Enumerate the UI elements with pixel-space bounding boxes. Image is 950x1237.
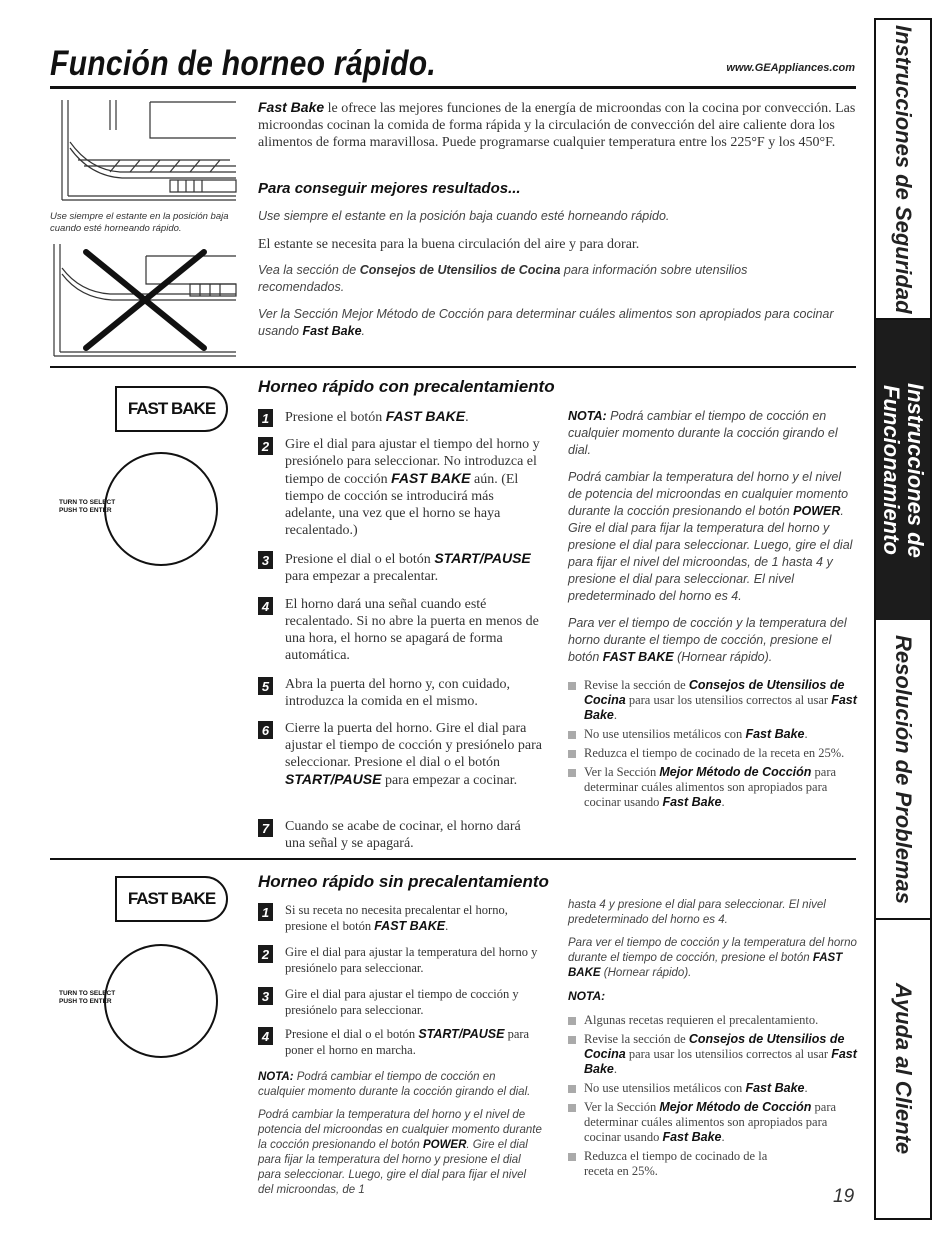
tip-best-method-b: Fast Bake <box>302 324 362 338</box>
tip-best-method <box>258 306 848 340</box>
tab-troubleshooting[interactable] <box>876 620 930 920</box>
step-text: Presione el dial o el botón <box>285 552 435 567</box>
fast-bake-button[interactable]: FAST BAKE <box>115 386 228 432</box>
step-number: 2 <box>258 437 273 455</box>
section-rule-1 <box>50 366 856 368</box>
nopreheat-heading: Horneo rápido sin precalentamiento <box>258 872 549 891</box>
tab-troubleshooting-label: Resolución de Problemas <box>891 634 916 904</box>
section-sidebar <box>874 18 932 1220</box>
note-continuation: hasta 4 y presione el dial para seleccionar. El nivel predeterminado del horno es 4. <box>568 899 826 926</box>
note-text-end: . Gire el dial para fijar la temperatura del horno y presione el dial para seleccionar. Luego, gire el dial para fijar el nivel del microondas, de 1 hasta 4 y presione el dial para seleccionar. El nivel predeterminado del horno es 4. <box>568 504 853 603</box>
fast-bake-button-2[interactable]: FAST BAKE <box>115 876 228 922</box>
section-rule-2 <box>50 858 856 860</box>
bullet-icon <box>568 682 576 690</box>
preheat-step-3 <box>258 550 543 585</box>
step-number: 1 <box>258 409 273 427</box>
tab-operating-label: Instrucciones de Funcionamiento <box>879 382 928 558</box>
step-text: Cierre la puerta del horno. Gire el dial para ajustar el tiempo de cocción y presiónelo para seleccionar. Presione el dial o el botón <box>285 721 542 770</box>
step-number: 2 <box>258 945 273 963</box>
bullet-icon <box>568 750 576 758</box>
tab-safety[interactable] <box>876 20 930 320</box>
step-key: FAST BAKE <box>385 408 466 424</box>
tip-rack-circulation: El estante se necesita para la buena circulación del aire y para dorar. <box>258 237 640 252</box>
bullet-icon <box>568 1085 576 1093</box>
intro-paragraph <box>258 99 860 151</box>
list-item: Reduzca el tiempo de cocinado de la receta en 25%. <box>568 746 858 761</box>
list-item: Revise la sección de Consejos de Utensilios de Cocina para usar los utensilios correctos al usar Fast Bake. <box>568 678 858 723</box>
bullet-icon <box>568 1104 576 1112</box>
nopreheat-notes-left: NOTA: Podrá cambiar el tiempo de cocción en cualquier momento durante la cocción girando el dial. Podrá cambiar la temperatura del horno y el nivel de potencia del microondas en cualquier momento durante la cocción presionando el botón POWER. Gire el dial para fijar la temperatura del horno y presione el dial para seleccionar. Luego, gire el dial para fijar el nivel del microondas, de 1 <box>258 1071 542 1196</box>
note-text: Para ver el tiempo de cocción y la temperatura del horno durante el tiempo de cocción, presione el botón <box>568 616 847 664</box>
note-text: Podrá cambiar el tiempo de cocción en cualquier momento durante la cocción girando el dial. <box>568 409 838 457</box>
oven-rack-high-crossed-illustration <box>50 244 240 359</box>
step-number: 3 <box>258 551 273 569</box>
tab-customer-help[interactable] <box>876 920 930 1218</box>
nopreheat-step-1: 1 Si su receta no necesita precalentar el horno, presione el botón FAST BAKE. <box>258 902 543 934</box>
oven-rack-low-illustration <box>50 100 240 210</box>
tab-customer-help-label: Ayuda al Cliente <box>891 983 916 1155</box>
step-number: 4 <box>258 597 273 615</box>
tip-best-method-c: . <box>361 324 366 338</box>
note-text: Podrá cambiar la temperatura del horno y el nivel de potencia del microondas en cualquier momento durante la cocción presionando el botón <box>568 470 849 518</box>
preheat-step-1 <box>258 408 543 427</box>
website-url[interactable]: www.GEAppliances.com <box>726 62 855 74</box>
dial-label-push: PUSH TO ENTER <box>59 998 112 1005</box>
bullet-icon <box>568 1036 576 1044</box>
step-number: 1 <box>258 903 273 921</box>
nopreheat-step-3: 3 Gire el dial para ajustar el tiempo de cocción y presiónelo para seleccionar. <box>258 986 543 1018</box>
intro-text: le ofrece las mejores funciones de la energía de microondas con la cocina por convección. Las microondas cocinan la comida de forma rápida y la circulación de convección del aire caliente dora los alimentos de forma maravillosa. Puede programarse cualquier temperatura entre los 225°F y los 450°F. <box>258 101 856 150</box>
dial-label-turn: TURN TO SELECT <box>59 990 116 997</box>
tip-cookware-b: Consejos de Utensilios de Cocina <box>359 263 561 277</box>
tip-best-method-a: Ver la Sección Mejor Método de Cocción para determinar cuáles alimentos son apropiados para cocinar usando <box>258 307 834 338</box>
step-text-end: para empezar a cocinar. <box>381 773 518 788</box>
step-number: 7 <box>258 819 273 837</box>
bullet-icon <box>568 769 576 777</box>
step-number: 3 <box>258 987 273 1005</box>
dial-label <box>59 499 115 515</box>
dial-label-2 <box>59 990 115 1006</box>
step-text: Abra la puerta del horno y, con cuidado, introduzca la comida en el mismo. <box>285 677 510 709</box>
step-number: 6 <box>258 721 273 739</box>
step-text: Gire el dial para ajustar el tiempo del horno y presiónelo para seleccionar. No introduzca el tiempo de cocción <box>285 437 540 487</box>
tip-cookware <box>258 262 818 296</box>
dial-label-push: PUSH TO ENTER <box>59 507 112 514</box>
list-item: No use utensilios metálicos con Fast Bake. <box>568 727 858 742</box>
list-item: Ver la Sección Mejor Método de Cocción para determinar cuáles alimentos son apropiados para cocinar usando Fast Bake. <box>568 765 858 810</box>
tip-rack-low: Use siempre el estante en la posición baja cuando esté horneando rápido. <box>258 209 670 223</box>
control-dial[interactable] <box>104 452 218 566</box>
list-item: Ver la Sección Mejor Método de Cocción para determinar cuáles alimentos son apropiados para cocinar usando Fast Bake. <box>568 1100 858 1145</box>
step-text-end: aún. (El tiempo de cocción se introducirá más adelante, una vez que el horno se haya recalentado.) <box>285 472 519 538</box>
note-label-2: NOTA: <box>568 989 606 1003</box>
step-text: El horno dará una señal cuando esté recalentado. Si no abre la puerta en menos de una hora, el horno se apagará de forma automática. <box>285 597 539 663</box>
note-label: NOTA: <box>568 409 607 423</box>
nopreheat-step-2: 2 Gire el dial para ajustar la temperatura del horno y presiónelo para seleccionar. <box>258 944 543 976</box>
fast-bake-term: Fast Bake <box>258 99 325 115</box>
note-key: FAST BAKE <box>602 650 674 664</box>
step-key: START/PAUSE <box>285 771 382 787</box>
bullet-icon <box>568 731 576 739</box>
header-rule <box>50 86 856 89</box>
step-number: 5 <box>258 677 273 695</box>
preheat-step-6 <box>258 720 543 789</box>
nopreheat-step-4: 4 Presione el dial o el botón START/PAUSE para poner el horno en marcha. <box>258 1026 543 1058</box>
tab-safety-label: Instrucciones de Seguridad <box>891 24 916 314</box>
bullet-icon <box>568 1017 576 1025</box>
page-title: Función de horneo rápido. <box>50 44 437 83</box>
step-text: Cuando se acabe de cocinar, el horno dará una señal y se apagará. <box>285 819 521 851</box>
step-key: FAST BAKE <box>391 470 471 486</box>
preheat-notes <box>568 408 858 814</box>
list-item: Reduzca el tiempo de cocinado de la receta en 25%. <box>568 1149 798 1179</box>
step-text-end: para empezar a precalentar. <box>285 569 439 584</box>
preheat-step-7 <box>258 818 543 852</box>
note-key: POWER <box>793 504 841 518</box>
preheat-step-5 <box>258 676 543 710</box>
tip-cookware-a: Vea la sección de <box>258 263 360 277</box>
note-text-end: (Hornear rápido). <box>673 650 773 664</box>
tips-heading: Para conseguir mejores resultados... <box>258 180 521 197</box>
dial-label-turn: TURN TO SELECT <box>59 499 116 506</box>
bullet-icon <box>568 1153 576 1161</box>
tab-operating[interactable] <box>876 320 930 620</box>
step-text: Presione el botón <box>285 410 386 425</box>
tip-cookware-c: para información sobre utensilios recomendados. <box>258 263 748 294</box>
page-number: 19 <box>833 1186 855 1207</box>
list-item: Revise la sección de Consejos de Utensilios de Cocina para usar los utensilios correctos al usar Fast Bake. <box>568 1032 858 1077</box>
preheat-heading: Horneo rápido con precalentamiento <box>258 377 555 396</box>
list-item: Algunas recetas requieren el precalentamiento. <box>568 1013 858 1028</box>
step-number: 4 <box>258 1027 273 1045</box>
nopreheat-notes-right: hasta 4 y presione el dial para seleccionar. El nivel predeterminado del horno es 4. Para ver el tiempo de cocción y la temperatura del horno durante el tiempo de cocción, presione el botón FAST BAKE (Hornear rápido). NOTA: Algunas recetas requieren el precalentamiento. Revise la sección de Consejos de Utensilios de Cocina para usar los utensilios correctos al usar Fast Bake. No use utensilios metálicos con Fast Bake. Ver la Sección Mejor Método de Cocción para determinar cuáles alimentos son apropiados para cocinar usando Fast Bake. Reduzca el tiempo de cocinado de la receta en 25%. <box>568 899 857 1178</box>
list-item: No use utensilios metálicos con Fast Bake. <box>568 1081 858 1096</box>
control-dial-2[interactable] <box>104 944 218 1058</box>
step-text-end: . <box>465 410 469 425</box>
preheat-step-2 <box>258 436 543 539</box>
step-key: START/PAUSE <box>434 550 531 566</box>
rack-caption: Use siempre el estante en la posición baja cuando esté horneando rápido. <box>50 211 229 234</box>
preheat-step-4 <box>258 596 543 664</box>
